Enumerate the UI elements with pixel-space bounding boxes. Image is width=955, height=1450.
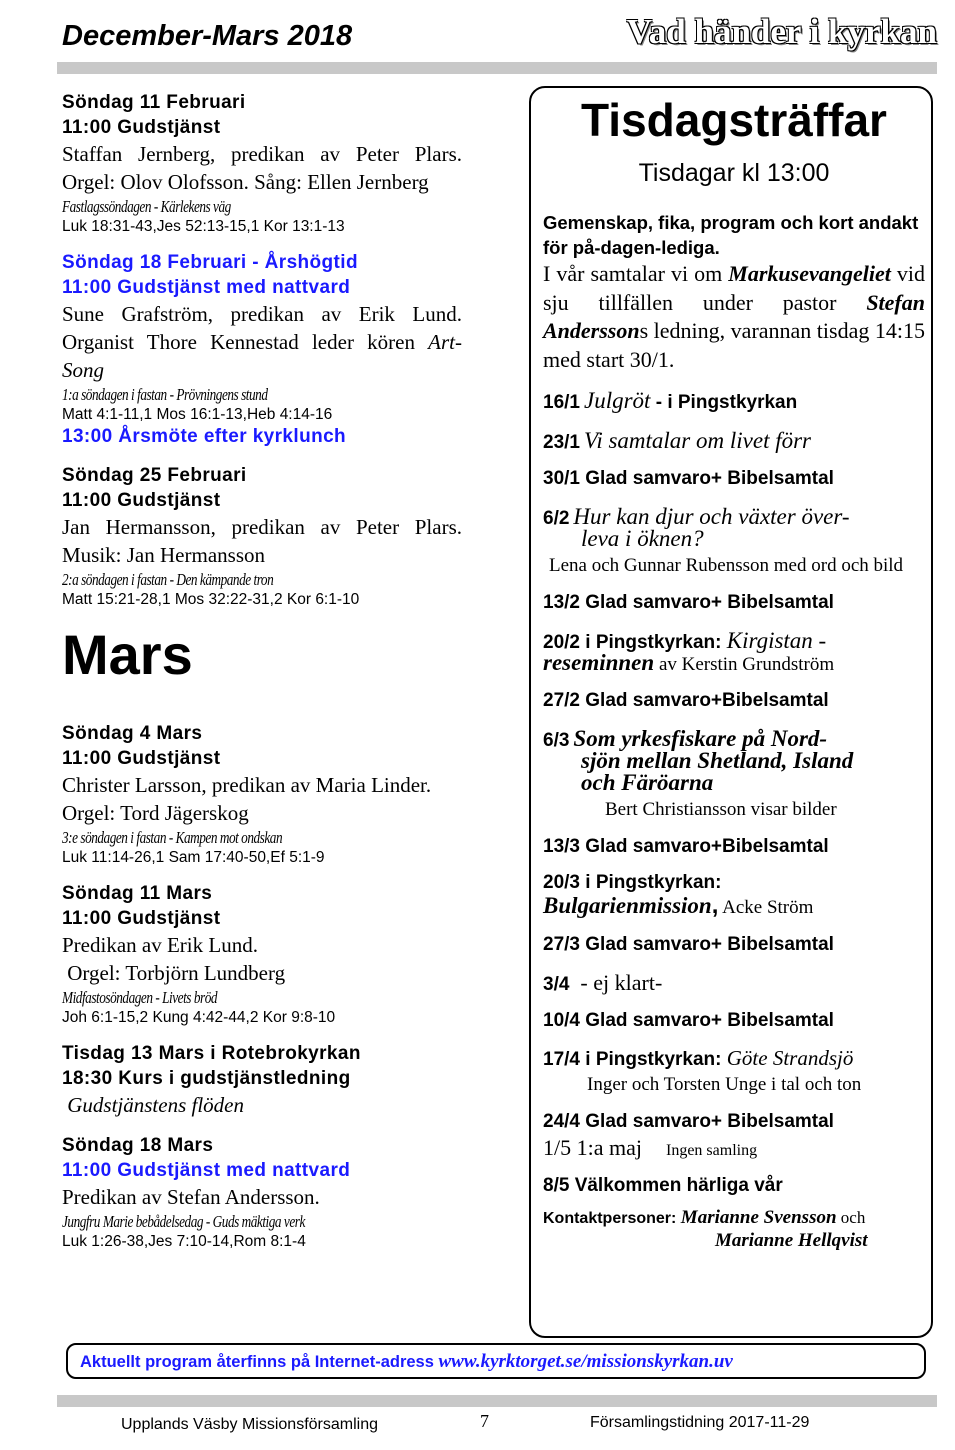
event-desc: Sune Grafström, predikan av Erik Lund. Organist Thore Kennestad leder kören Art-Song (62, 302, 462, 382)
schedule-item: 6/3 Som yrkesfiskare på Nord- sjön mellan Shetland, Island och Färöarna Bert Christiansson visar bilder (543, 726, 854, 820)
event-date: Söndag 11 Februari (62, 92, 246, 113)
event-theme: Fastlagssöndagen - Kärlekens väg (62, 197, 231, 216)
bottom-divider (57, 1395, 937, 1407)
schedule-item: 23/1 Vi samtalar om livet förr (543, 428, 811, 453)
event-theme: 2:a söndagen i fastan - Den kämpande tron (62, 570, 274, 589)
event-time: 11:00 Gudstjänst (62, 908, 221, 929)
schedule-item: 17/4 i Pingstkyrkan: Göte Strandsjö Inger och Torsten Unge i tal och ton (543, 1046, 862, 1095)
schedule-item: 3/4 - ej klart- (543, 970, 663, 995)
event-theme: 1:a söndagen i fastan - Prövningens stund (62, 385, 268, 404)
event-ref: Luk 18:31-43,Jes 52:13-15,1 Kor 13:1-13 (62, 218, 345, 235)
event-theme: Midfastosöndagen - Livets bröd (62, 988, 218, 1007)
page-number: 7 (480, 1411, 489, 1431)
event-mar-4 (62, 721, 462, 867)
event-desc: Gudstjänstens flöden (62, 1093, 244, 1117)
event-time: 11:00 Gudstjänst med nattvard (62, 277, 351, 298)
event-desc: Christer Larsson, predikan av Maria Linder. (62, 773, 432, 797)
section-title: Vad händer i kyrkan (626, 12, 937, 51)
event-mar-18 (62, 1133, 462, 1251)
event-desc: Predikan av Erik Lund. (62, 933, 258, 957)
schedule-item: 30/1 Glad samvaro+ Bibelsamtal (543, 468, 834, 489)
issue-title: December-Mars 2018 (62, 20, 353, 52)
internet-link-box (66, 1343, 926, 1379)
event-feb-11 (62, 90, 462, 236)
month-heading: Mars (62, 623, 193, 686)
event-time: 11:00 Gudstjänst (62, 490, 221, 511)
event-time: 11:00 Gudstjänst (62, 117, 221, 138)
event-feb-25 (62, 463, 462, 609)
event-desc: Orgel: Torbjörn Lundberg (62, 961, 286, 985)
tisdagstraffar-box (529, 86, 933, 1338)
footer-issue: Församlingstidning 2017-11-29 (590, 1414, 810, 1431)
box-text: I vår samtalar vi om Markusevangeliet vid sju tillfällen under pastor Stefan Anderssons ledning, varannan tisdag 14:15 med start 30/1. (543, 261, 925, 372)
event-date: Söndag 4 Mars (62, 723, 203, 744)
box-title: Tisdagsträffar (581, 94, 887, 146)
schedule-item: 8/5 Välkommen härliga vår (543, 1175, 783, 1196)
schedule-item: 13/2 Glad samvaro+ Bibelsamtal (543, 592, 834, 613)
schedule-item: 6/2 Hur kan djur och växter över- leva i öknen? Lena och Gunnar Rubensson med ord och bild (543, 504, 904, 576)
event-ref: Matt 15:21-28,1 Mos 32:22-31,2 Kor 6:1-10 (62, 591, 360, 608)
box-intro: Gemenskap, fika, program och kort andakt för på-dagen-lediga. (543, 212, 919, 258)
schedule-item: 27/3 Glad samvaro+ Bibelsamtal (543, 934, 834, 955)
schedule-item: 27/2 Glad samvaro+Bibelsamtal (543, 690, 829, 711)
event-desc: Orgel: Tord Jägerskog (62, 801, 249, 825)
event-ref: Matt 4:1-11,1 Mos 16:1-13,Heb 4:14-16 (62, 406, 333, 423)
event-desc: Predikan av Stefan Andersson. (62, 1185, 320, 1209)
event-time: 18:30 Kurs i gudstjänstledning (62, 1068, 351, 1089)
event-desc: Jan Hermansson, predikan av Peter Plars. Musik: Jan Hermansson (62, 515, 462, 567)
calendar-column (62, 90, 462, 1265)
event-date: Tisdag 13 Mars i Rotebrokyrkan (62, 1043, 361, 1064)
top-divider (57, 62, 937, 74)
event-extra: 13:00 Årsmöte efter kyrklunch (62, 426, 347, 447)
schedule-item: 10/4 Glad samvaro+ Bibelsamtal (543, 1010, 834, 1031)
link-label: Aktuellt program återfinns på Internet-adress (80, 1353, 439, 1371)
event-time: 11:00 Gudstjänst med nattvard (62, 1160, 351, 1181)
event-mar-11 (62, 881, 462, 1027)
website-link[interactable]: www.kyrktorget.se/missionskyrkan.uv (438, 1351, 733, 1372)
event-ref: Luk 1:26-38,Jes 7:10-14,Rom 8:1-4 (62, 1233, 306, 1250)
event-ref: Joh 6:1-15,2 Kung 4:42-44,2 Kor 9:8-10 (62, 1009, 336, 1026)
footer-org: Upplands Väsby Missionsförsamling (121, 1416, 378, 1433)
contact-persons: Kontaktpersoner: Marianne Svensson och Marianne Hellqvist (543, 1207, 868, 1251)
schedule-item: 1/5 1:a maj Ingen samling (543, 1135, 758, 1160)
event-feb-18 (62, 250, 462, 449)
event-date: Söndag 11 Mars (62, 883, 213, 904)
event-date: Söndag 18 Mars (62, 1135, 214, 1156)
schedule-item: 20/2 i Pingstkyrkan: Kirgistan - reseminnen av Kerstin Grundström (543, 628, 835, 675)
event-theme: 3:e söndagen i fastan - Kampen mot ondskan (62, 828, 283, 847)
event-date: Söndag 18 Februari - Årshögtid (62, 252, 358, 273)
schedule-item: 24/4 Glad samvaro+ Bibelsamtal (543, 1111, 834, 1132)
schedule-item: 16/1 Julgröt - i Pingstkyrkan (543, 388, 798, 413)
event-ref: Luk 11:14-26,1 Sam 17:40-50,Ef 5:1-9 (62, 849, 325, 866)
schedule-item: 20/3 i Pingstkyrkan: Bulgarienmission, Acke Ström (543, 872, 814, 919)
schedule-item: 13/3 Glad samvaro+Bibelsamtal (543, 836, 829, 857)
event-date: Söndag 25 Februari (62, 465, 247, 486)
event-desc: Staffan Jernberg, predikan av Peter Plars. Orgel: Olov Olofsson. Sång: Ellen Jernberg (62, 142, 462, 194)
event-mar-13 (62, 1041, 462, 1119)
event-time: 11:00 Gudstjänst (62, 748, 221, 769)
box-subtitle: Tisdagar kl 13:00 (638, 159, 830, 187)
event-theme: Jungfru Marie bebådelsedag - Guds mäktiga verk (62, 1212, 305, 1231)
